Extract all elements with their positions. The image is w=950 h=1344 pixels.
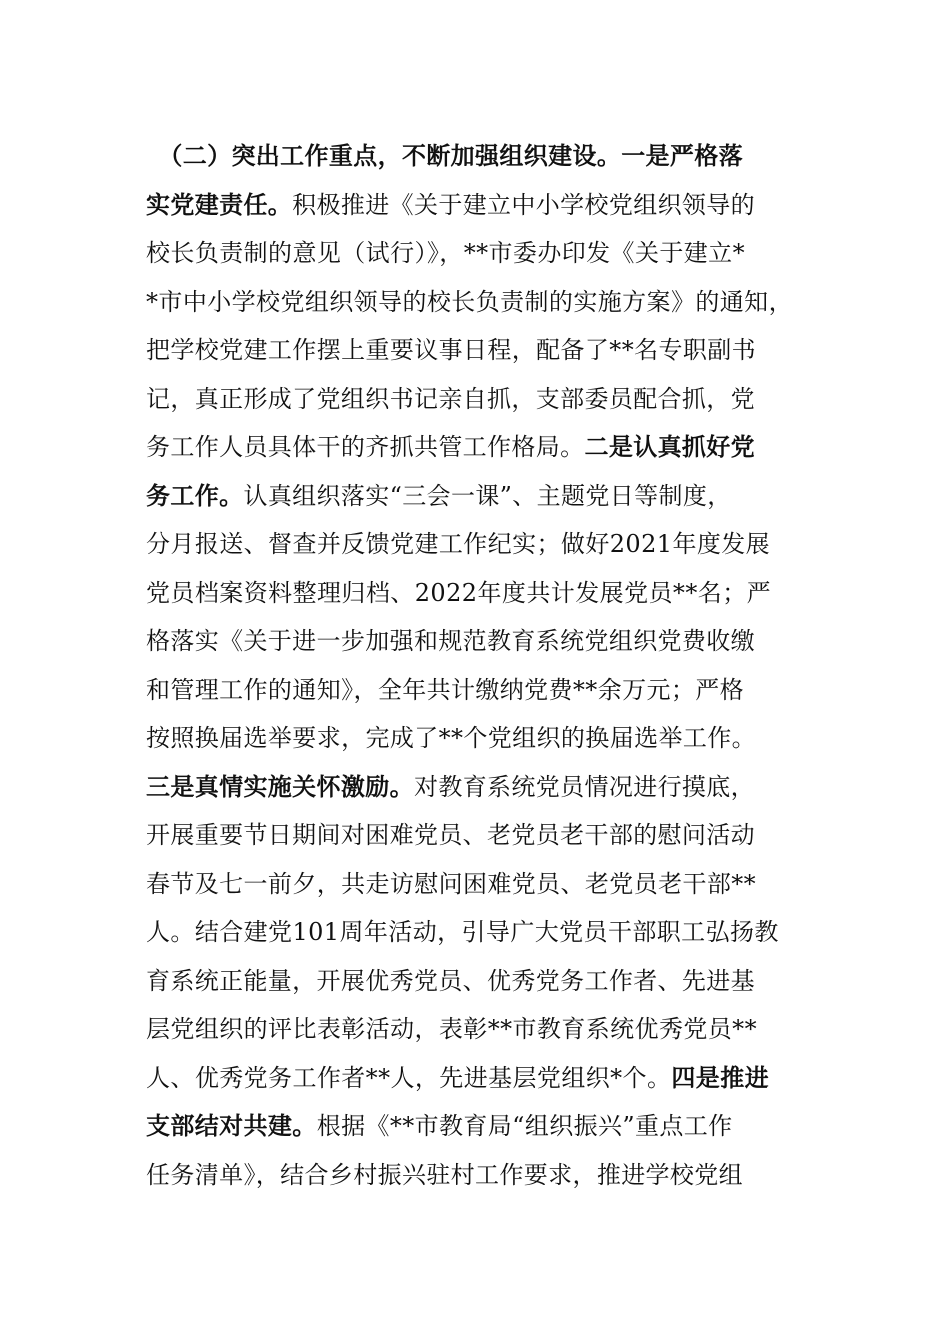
text-line [146, 476, 826, 516]
bold-heading-text: 四是推进 [671, 1063, 770, 1092]
text-line [146, 767, 826, 807]
text-line [146, 379, 826, 419]
text-line [146, 815, 826, 855]
text-line [146, 1009, 826, 1049]
body-text: 记，真正形成了党组织书记亲自抓，支部委员配合抓，党 [146, 384, 755, 413]
body-text: 育系统正能量，开展优秀党员、优秀党务工作者、先进基 [146, 966, 755, 995]
body-text: 和管理工作的通知》，全年共计缴纳党费**余万元；严格 [146, 675, 744, 704]
body-text: 根据《**市教育局“组织振兴”重点工作 [316, 1112, 733, 1140]
bold-heading-text: 支部结对共建。 [146, 1112, 317, 1140]
body-text: *市中小学校党组织领导的校长负责制的实施方案》的通知， [146, 287, 793, 316]
body-text: 积极推进《关于建立中小学校党组织领导的 [292, 190, 756, 219]
text-line [146, 670, 826, 710]
body-text: 认真组织落实“三会一课”、主题党日等制度， [243, 481, 732, 510]
body-text: 校长负责制的意见（试行）》，**市委办印发《关于建立* [146, 239, 745, 267]
text-line [146, 1058, 826, 1098]
bold-heading-text: 务工作。 [146, 481, 244, 510]
body-text: 党员档案资料整理归档、2022年度共计发展党员**名；严 [146, 578, 772, 607]
text-line [146, 427, 826, 467]
body-text: 按照换届选举要求，完成了**个党组织的换届选举工作。 [146, 724, 756, 752]
body-text: 对教育系统党员情况进行摸底， [413, 772, 756, 801]
text-line [146, 864, 826, 904]
text-line [146, 718, 826, 758]
text-line [146, 1155, 826, 1195]
text-line [146, 524, 826, 564]
body-text: 春节及七一前夕，共走访慰问困难党员、老党员老干部** [146, 869, 756, 898]
text-line [146, 185, 826, 225]
body-text: 务工作人员具体干的齐抓共管工作格局。 [146, 433, 585, 461]
text-line [146, 233, 826, 273]
text-line [146, 912, 826, 952]
body-text: 开展重要节日期间对困难党员、老党员老干部的慰问活动 [146, 821, 755, 849]
body-text: 分月报送、督查并反馈党建工作纪实；做好2021年度发展 [146, 530, 771, 558]
text-line [146, 330, 826, 370]
body-text: 把学校党建工作摆上重要议事日程，配备了**名专职副书 [146, 336, 756, 364]
body-text: 层党组织的评比表彰活动，表彰**市教育系统优秀党员** [146, 1015, 757, 1043]
body-text: 格落实《关于进一步加强和规范教育系统党组织党费收缴 [146, 627, 755, 655]
text-line [146, 573, 826, 613]
body-text: 人。结合建党101周年活动，引导广大党员干部职工弘扬教 [146, 918, 779, 946]
text-line [146, 1106, 826, 1146]
bold-heading-text: 二是认真抓好党 [584, 433, 756, 461]
body-text: 人、优秀党务工作者**人，先进基层党组织*个。 [146, 1063, 672, 1092]
text-line [146, 282, 826, 322]
text-line [146, 961, 826, 1001]
text-line [146, 621, 826, 661]
bold-heading-text: （二）突出工作重点，不断加强组织建设。一是严格落 [146, 142, 743, 170]
text-line [146, 136, 826, 176]
bold-heading-text: 三是真情实施关怀激励。 [146, 772, 414, 801]
body-text: 任务清单》，结合乡村振兴驻村工作要求，推进学校党组 [146, 1160, 743, 1189]
bold-heading-text: 实党建责任。 [146, 190, 293, 219]
